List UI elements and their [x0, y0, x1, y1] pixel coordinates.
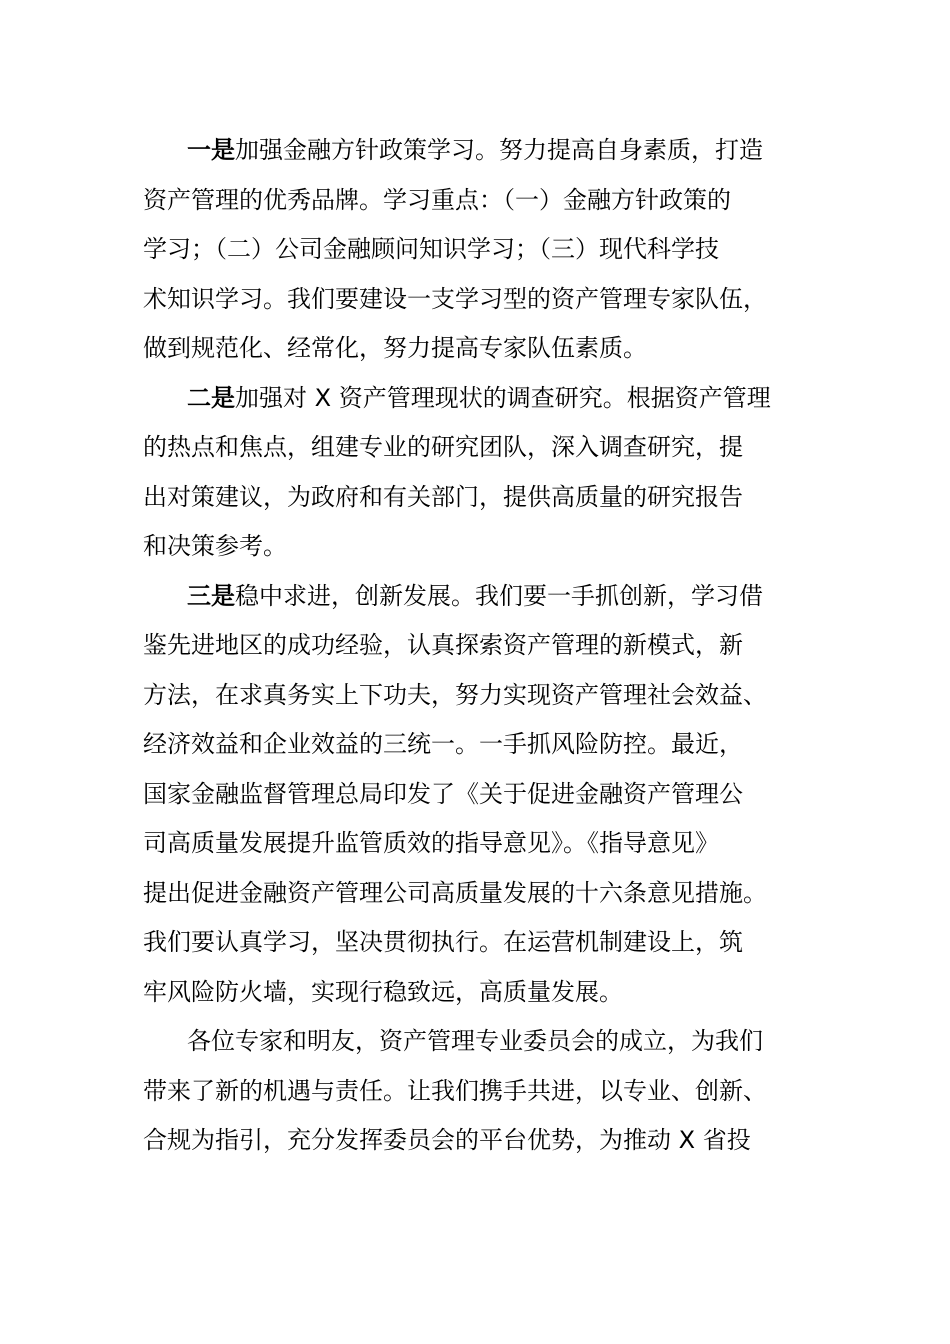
paragraph-line: 带来了新的机遇与责任。让我们携手共进，以专业、创新、 [143, 1076, 767, 1105]
paragraph-1 [143, 126, 807, 374]
paragraph-3 [143, 572, 807, 1018]
paragraph-line: 鉴先进地区的成功经验，认真探索资产管理的新模式，新 [143, 631, 743, 659]
paragraph-line: 一是加强金融方针政策学习。努力提高自身素质，打造 [187, 136, 763, 164]
paragraph-line: 出对策建议，为政府和有关部门，提供高质量的研究报告 [143, 482, 743, 511]
paragraph-line: 牢风险防火墙，实现行稳致远，高质量发展。 [143, 977, 623, 1006]
paragraph-line: 国家金融监督管理总局印发了《关于促进金融资产管理公 [143, 779, 743, 808]
paragraph-line: 提出促进金融资产管理公司高质量发展的十六条意见措施。 [143, 878, 767, 907]
paragraph-4 [143, 1017, 807, 1166]
paragraph-line: 做到规范化、经常化，努力提高专家队伍素质。 [143, 334, 647, 362]
paragraph-line: 我们要认真学习，坚决贯彻执行。在运营机制建设上，筑 [143, 928, 743, 956]
paragraph-line: 各位专家和明友，资产管理专业委员会的成立，为我们 [187, 1027, 763, 1055]
paragraph-2 [143, 374, 807, 572]
paragraph-lead: 二是 [187, 383, 235, 412]
paragraph-lead: 一是 [187, 136, 235, 164]
paragraph-line: 合规为指引，充分发挥委员会的平台优势，为推动 X 省投 [143, 1126, 751, 1154]
paragraph-line: 二是加强对 X 资产管理现状的调查研究。根据资产管理 [187, 383, 771, 412]
paragraph-line: 资产管理的优秀品牌。学习重点：（一）金融方针政策的 [143, 185, 731, 214]
paragraph-line: 司高质量发展提升监管质效的指导意见》。《指导意见》 [143, 829, 719, 857]
paragraph-line: 的热点和焦点，组建专业的研究团队，深入调查研究，提 [143, 433, 743, 461]
paragraph-line: 三是稳中求进，创新发展。我们要一手抓创新，学习借 [187, 581, 763, 610]
paragraph-line: 和决策参考。 [143, 532, 287, 560]
document-body [143, 126, 807, 1166]
paragraph-lead: 三是 [187, 581, 235, 610]
paragraph-line: 学习；（二）公司金融顾问知识学习；（三）现代科学技 [143, 235, 719, 263]
paragraph-line: 经济效益和企业效益的三统一。一手抓风险防控。最近， [143, 730, 743, 758]
paragraph-line: 术知识学习。我们要建设一支学习型的资产管理专家队伍， [143, 284, 767, 313]
paragraph-line: 方法，在求真务实上下功夫，努力实现资产管理社会效益、 [143, 680, 767, 709]
